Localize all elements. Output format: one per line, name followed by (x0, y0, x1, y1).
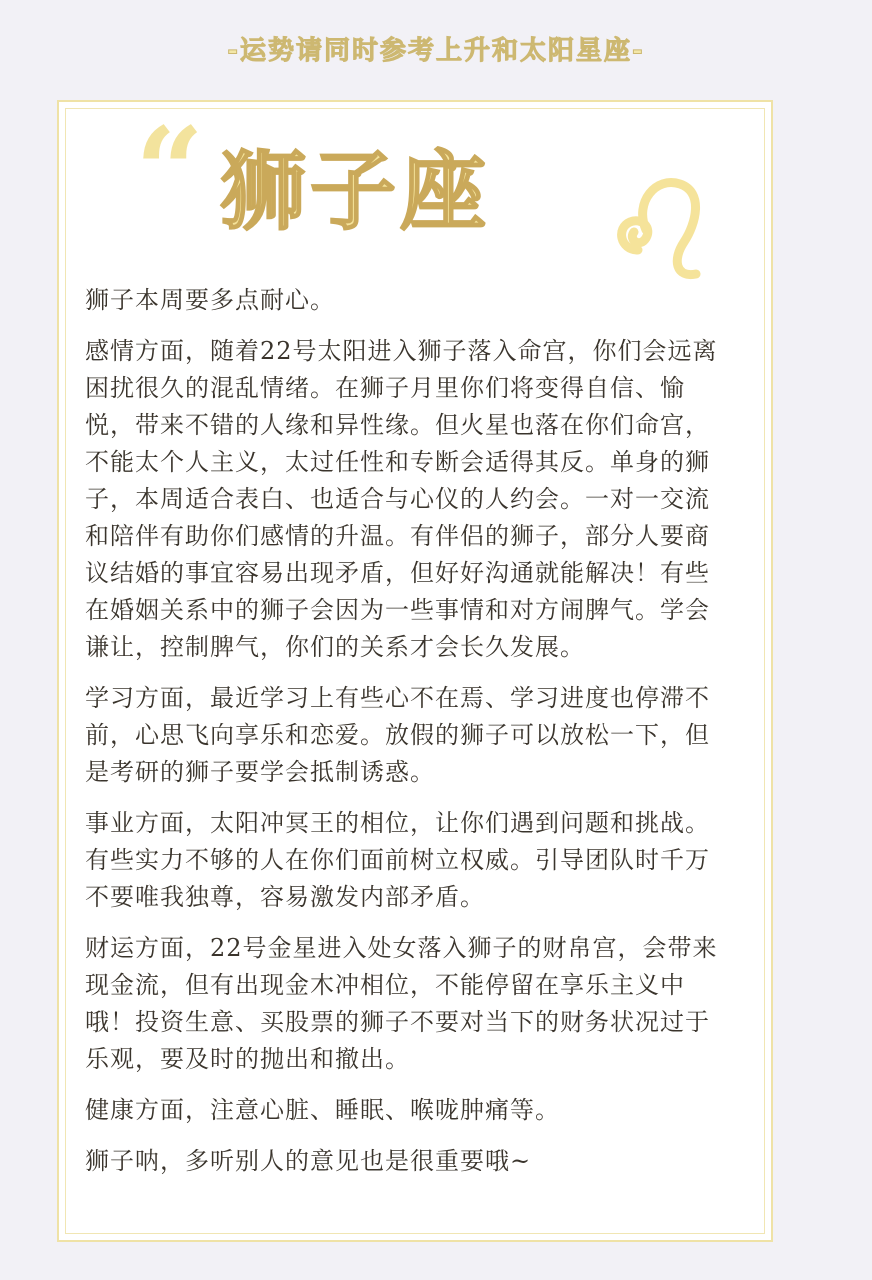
health-paragraph: 健康方面，注意心脏、睡眠、喉咙肿痛等。 (85, 1096, 560, 1124)
study-paragraph: 学习方面，最近学习上有些心不在焉、学习进度也停滞不前，心思飞向享乐和恋爱。放假的狮子可以放松一下，但是考研的狮子要学会抵制诱惑。 (85, 684, 710, 786)
career-paragraph: 事业方面，太阳冲冥王的相位，让你们遇到问题和挑战。有些实力不够的人在你们面前树立权威。引导团队时千万不要唯我独尊，容易激发内部矛盾。 (85, 809, 710, 911)
header-note: -运势请同时参考上升和太阳星座- (227, 36, 645, 66)
wealth-paragraph: 财运方面，22号金星进入处女落入狮子的财帛宫，会带来现金流，但有出现金木冲相位，不能停留在享乐主义中哦！投资生意、买股票的狮子不要对当下的财务状况过于乐观，要及时的抛出和撤出。 (85, 934, 718, 1073)
intro-paragraph: 狮子本周要多点耐心。 (85, 286, 335, 314)
horoscope-content (85, 282, 725, 1194)
closing-paragraph: 狮子呐，多听别人的意见也是很重要哦~ (85, 1147, 532, 1175)
love-paragraph: 感情方面，随着22号太阳进入狮子落入命宫，你们会远离困扰很久的混乱情绪。在狮子月里你们将变得自信、愉悦，带来不错的人缘和异性缘。但火星也落在你们命宫，不能太个人主义，太过任性和专断会适得其反。单身的狮子，本周适合表白、也适合与心仪的人约会。一对一交流和陪伴有助你们感情的升温。有伴侣的狮子，部分人要商议结婚的事宜容易出现矛盾，但好好沟通就能解决！有些在婚姻关系中的狮子会因为一些事情和对方闹脾气。学会谦让，控制脾气，你们的关系才会长久发展。 (85, 337, 718, 661)
quote-mark: “ (135, 101, 205, 242)
leo-symbol-icon (606, 172, 716, 292)
page-title: 狮子座 (220, 142, 490, 242)
